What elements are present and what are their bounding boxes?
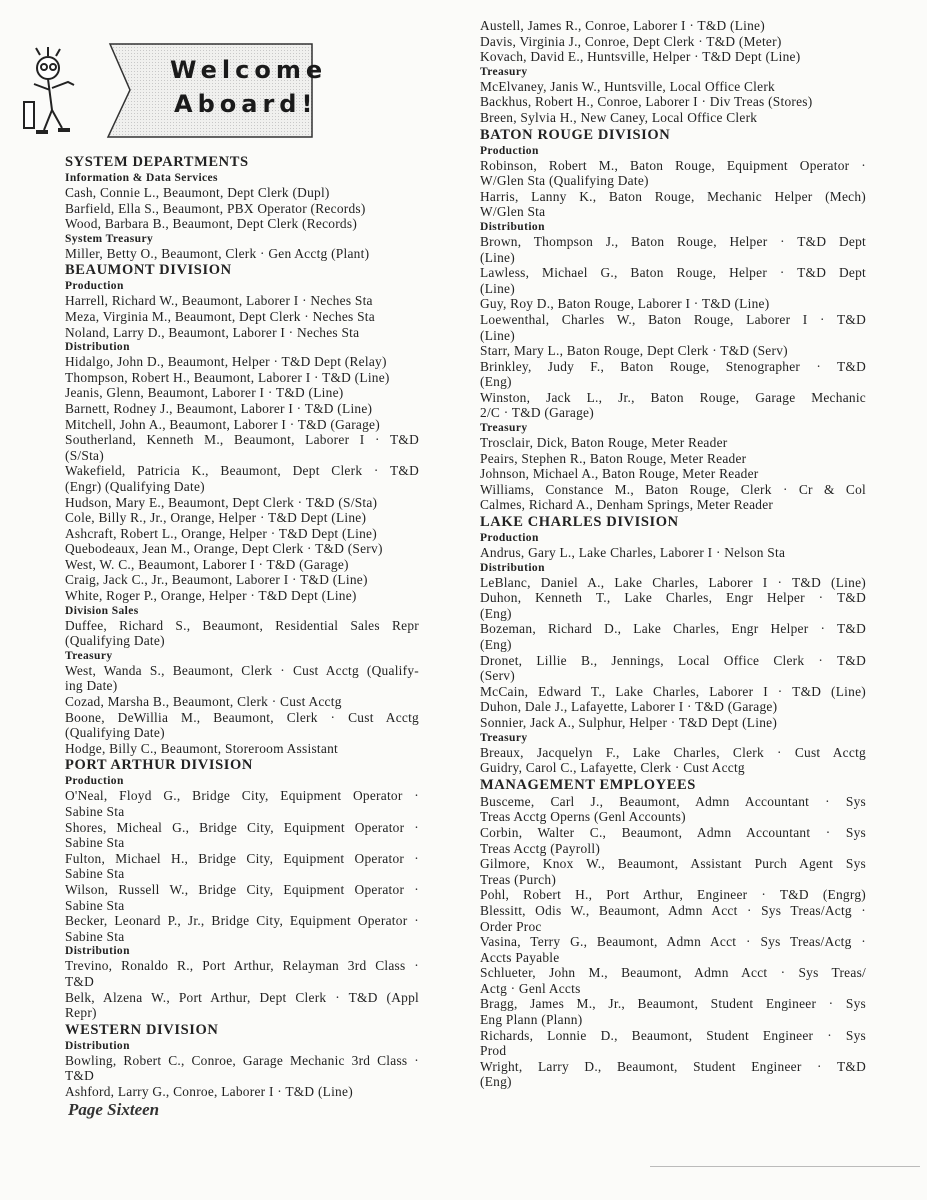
employee-entry-line: Lawless, Michael G., Baton Rouge, Helper · T&D Dept	[480, 265, 866, 281]
employee-entry-line: Noland, Larry D., Beaumont, Laborer I · Neches Sta	[65, 324, 360, 340]
employee-entry-line: T&D	[65, 973, 95, 989]
employee-entry-line: Fulton, Michael H., Bridge City, Equipment Operator ·	[65, 850, 419, 866]
page-number-label: Page Sixteen	[68, 1100, 160, 1119]
department-subheading: Production	[65, 280, 124, 293]
employee-entry-line: 2/C · T&D (Garage)	[480, 405, 594, 421]
employee-entry-line: Craig, Jack C., Jr., Beaumont, Laborer I · T&D (Line)	[65, 572, 368, 588]
employee-entry-line: (Eng)	[480, 637, 512, 652]
employee-entry-line: Guidry, Carol C., Lafayette, Clerk · Cust Acctg	[480, 760, 745, 776]
employee-entry-line: Duhon, Kenneth T., Lake Charles, Engr Helper · T&D	[480, 590, 866, 606]
employee-entry-line: Ashford, Larry G., Conroe, Laborer I · T&D (Line)	[65, 1083, 353, 1099]
employee-entry-line: Breaux, Jacquelyn F., Lake Charles, Clerk · Cust Acctg	[480, 744, 866, 760]
employee-entry-line: (Qualifying Date)	[65, 725, 165, 741]
employee-entry-line: Actg · Genl Accts	[480, 980, 581, 996]
employee-entry-line: Sonnier, Jack A., Sulphur, Helper · T&D Dept (Line)	[480, 714, 778, 730]
employee-entry-line: Backhus, Robert H., Conroe, Laborer I · Div Treas (Stores)	[480, 94, 813, 110]
employee-entry-line: Schlueter, John M., Beaumont, Admn Acct · Sys Treas/	[480, 965, 866, 981]
employee-entry-line: Repr)	[65, 1005, 97, 1021]
employee-entry-line: Trevino, Ronaldo R., Port Arthur, Relayman 3rd Class ·	[65, 958, 419, 974]
department-subheading: Distribution	[65, 945, 130, 958]
employee-entry-line: Sabine Sta	[65, 804, 125, 819]
employee-entry-line: Hodge, Billy C., Beaumont, Storeroom Assistant	[65, 740, 338, 756]
employee-entry-line: Starr, Mary L., Baton Rouge, Dept Clerk · T&D (Serv)	[480, 343, 788, 359]
employee-entry-line: T&D	[65, 1068, 95, 1084]
employee-entry-line: Blessitt, Odis W., Beaumont, Admn Acct · Sys Treas/Actg ·	[480, 902, 866, 918]
employee-entry-line: Ashcraft, Robert L., Orange, Helper · T&D Dept (Line)	[65, 525, 377, 541]
employee-entry-line: Treas Acctg Operns (Genl Accounts)	[480, 809, 686, 825]
division-heading: SYSTEM DEPARTMENTS	[65, 154, 249, 170]
division-heading: BEAUMONT DIVISION	[65, 262, 232, 279]
employee-entry-line: Gilmore, Knox W., Beaumont, Assistant Purch Agent Sys	[480, 856, 866, 872]
employee-entry-line: Richards, Lonnie D., Beaumont, Student Engineer · Sys	[480, 1027, 866, 1043]
welcome-banner	[22, 40, 328, 140]
employee-entry-line: Breen, Sylvia H., New Caney, Local Office Clerk	[480, 109, 758, 125]
employee-entry-line: Robinson, Robert M., Baton Rouge, Equipment Operator ·	[480, 157, 866, 173]
employee-entry-line: LeBlanc, Daniel A., Lake Charles, Laborer I · T&D (Line)	[480, 574, 866, 590]
department-subheading: Treasury	[480, 731, 528, 744]
employee-entry-line: Harris, Lanny K., Baton Rouge, Mechanic Helper (Mech)	[480, 188, 866, 204]
employee-entry-line: Johnson, Michael A., Baton Rouge, Meter Reader	[480, 466, 759, 482]
employee-entry-line: (Engr) (Qualifying Date)	[65, 478, 205, 494]
division-heading: PORT ARTHUR DIVISION	[65, 757, 253, 774]
employee-entry-line: Wakefield, Patricia K., Beaumont, Dept Clerk · T&D	[65, 463, 419, 479]
employee-entry-line: Sabine Sta	[65, 835, 125, 851]
employee-entry-line: Jeanis, Glenn, Beaumont, Laborer I · T&D (Line)	[65, 385, 344, 401]
banner-title-line-1: Welcome	[170, 56, 328, 84]
employee-entry-line: Quebodeaux, Jean M., Orange, Dept Clerk · T&D (Serv)	[65, 541, 383, 557]
employee-entry-line: (Line)	[480, 327, 515, 343]
employee-entry-line: W/Glen Sta (Qualifying Date)	[480, 173, 649, 189]
division-heading: MANAGEMENT EMPLOYEES	[480, 776, 696, 793]
department-subheading: Production	[480, 144, 539, 157]
employee-entry-line: Wood, Barbara B., Beaumont, Dept Clerk (Records)	[65, 216, 358, 232]
employee-entry-line: Miller, Betty O., Beaumont, Clerk · Gen Acctg (Plant)	[65, 245, 370, 261]
employee-entry-line: White, Roger P., Orange, Helper · T&D Dept (Line)	[65, 588, 357, 604]
employee-entry-line: Calmes, Richard A., Denham Springs, Meter Reader	[480, 497, 774, 513]
employee-entry-line: Treas Acctg (Payroll)	[480, 840, 601, 856]
employee-entry-line: Cash, Connie L., Beaumont, Dept Clerk (Dupl)	[65, 185, 330, 200]
employee-entry-line: Hidalgo, John D., Beaumont, Helper · T&D Dept (Relay)	[65, 354, 387, 370]
employee-entry-line: O'Neal, Floyd G., Bridge City, Equipment Operator ·	[65, 788, 419, 804]
employee-entry-line: Southerland, Kenneth M., Beaumont, Laborer I · T&D	[65, 432, 419, 448]
employee-entry-line: Sabine Sta	[65, 897, 125, 913]
employee-entry-line: Sabine Sta	[65, 928, 125, 944]
employee-entry-line: Williams, Constance M., Baton Rouge, Clerk · Cr & Col	[480, 481, 866, 497]
division-heading: WESTERN DIVISION	[65, 1021, 219, 1038]
employee-entry-line: West, Wanda S., Beaumont, Clerk · Cust Acctg (Qualify-	[65, 662, 419, 678]
right-column	[480, 18, 866, 1090]
employee-entry-line: Cozad, Marsha B., Beaumont, Clerk · Cust Acctg	[65, 694, 342, 710]
employee-entry-line: Kovach, David E., Huntsville, Helper · T&D Dept (Line)	[480, 49, 801, 65]
employee-entry-line: Vasina, Terry G., Beaumont, Admn Acct · Sys Treas/Actg ·	[480, 934, 866, 950]
employee-entry-line: W/Glen Sta	[480, 204, 546, 220]
employee-entry-line: Busceme, Carl J., Beaumont, Admn Accountant · Sys	[480, 793, 866, 809]
employee-entry-line: Bowling, Robert C., Conroe, Garage Mechanic 3rd Class ·	[65, 1052, 419, 1068]
employee-entry-line: (Qualifying Date)	[65, 633, 165, 649]
employee-entry-line: Corbin, Walter C., Beaumont, Admn Accountant · Sys	[480, 824, 866, 840]
department-subheading: Distribution	[480, 220, 545, 233]
employee-entry-line: Sabine Sta	[65, 866, 125, 882]
employee-entry-line: Mitchell, John A., Beaumont, Laborer I · T&D (Garage)	[65, 416, 380, 432]
employee-entry-line: Trosclair, Dick, Baton Rouge, Meter Reader	[480, 435, 728, 451]
department-subheading: Information & Data Services	[65, 172, 218, 184]
employee-entry-line: Brown, Thompson J., Baton Rouge, Helper · T&D Dept	[480, 233, 866, 249]
employee-entry-line: Guy, Roy D., Baton Rouge, Laborer I · T&D (Line)	[480, 296, 770, 312]
employee-entry-line: Thompson, Robert H., Beaumont, Laborer I · T&D (Line)	[65, 369, 390, 385]
employee-entry-line: ing Date)	[65, 678, 118, 694]
department-subheading: Distribution	[65, 341, 130, 354]
department-subheading: Production	[65, 775, 124, 788]
left-column	[65, 153, 419, 1100]
employee-entry-line: Wilson, Russell W., Bridge City, Equipment Operator ·	[65, 881, 419, 897]
employee-entry-line: Barnett, Rodney J., Beaumont, Laborer I · T&D (Line)	[65, 400, 373, 416]
employee-entry-line: Brinkley, Judy F., Baton Rouge, Stenographer · T&D	[480, 358, 866, 374]
employee-entry-line: Barfield, Ella S., Beaumont, PBX Operator (Records)	[65, 200, 366, 216]
employee-entry-line: (S/Sta)	[65, 447, 104, 463]
employee-entry-line: (Eng)	[480, 374, 512, 390]
employee-entry-line: Duhon, Dale J., Lafayette, Laborer I · T&D (Garage)	[480, 699, 778, 715]
employee-entry-line: Meza, Virginia M., Beaumont, Dept Clerk · Neches Sta	[65, 308, 375, 324]
department-subheading: System Treasury	[65, 232, 154, 245]
employee-entry-line: Prod	[480, 1043, 507, 1059]
employee-entry-line: (Eng)	[480, 605, 512, 621]
employee-entry-line: Shores, Micheal G., Bridge City, Equipment Operator ·	[65, 819, 419, 835]
employee-entry-line: Boone, DeWillia M., Beaumont, Clerk · Cust Acctg	[65, 709, 419, 725]
employee-entry-line: (Line)	[480, 249, 515, 265]
mascot-icon	[24, 47, 74, 132]
employee-entry-line: Duffee, Richard S., Beaumont, Residential Sales Repr	[65, 617, 419, 633]
employee-entry-line: Davis, Virginia J., Conroe, Dept Clerk · T&D (Meter)	[480, 33, 782, 49]
employee-entry-line: McCain, Edward T., Lake Charles, Laborer I · T&D (Line)	[480, 683, 866, 699]
department-subheading: Division Sales	[65, 604, 139, 617]
employee-entry-line: Austell, James R., Conroe, Laborer I · T&D (Line)	[480, 18, 765, 33]
employee-entry-line: Wright, Larry D., Beaumont, Student Engineer · T&D	[480, 1058, 866, 1074]
employee-entry-line: (Serv)	[480, 668, 515, 684]
divider	[650, 1166, 920, 1167]
division-heading: LAKE CHARLES DIVISION	[480, 514, 679, 531]
employee-entry-line: McElvaney, Janis W., Huntsville, Local Office Clerk	[480, 78, 776, 94]
employee-entry-line: Becker, Leonard P., Jr., Bridge City, Equipment Operator ·	[65, 913, 419, 929]
division-heading: BATON ROUGE DIVISION	[480, 126, 671, 143]
employee-entry-line: Andrus, Gary L., Lake Charles, Laborer I · Nelson Sta	[480, 545, 786, 561]
department-subheading: Production	[480, 532, 539, 545]
employee-entry-line: Winston, Jack L., Jr., Baton Rouge, Garage Mechanic	[480, 389, 866, 405]
employee-entry-line: Bragg, James M., Jr., Beaumont, Student Engineer · Sys	[480, 996, 866, 1012]
employee-entry-line: Bozeman, Richard D., Lake Charles, Engr Helper · T&D	[480, 621, 866, 637]
employee-entry-line: Treas (Purch)	[480, 871, 557, 887]
department-subheading: Treasury	[480, 65, 528, 78]
department-subheading: Treasury	[480, 422, 528, 435]
employee-entry-line: West, W. C., Beaumont, Laborer I · T&D (Garage)	[65, 556, 349, 572]
employee-entry-line: (Eng)	[480, 1074, 512, 1090]
employee-entry-line: Accts Payable	[480, 949, 560, 965]
banner-title-line-2: Aboard!	[174, 90, 318, 118]
employee-entry-line: Order Proc	[480, 918, 542, 934]
employee-entry-line: Loewenthal, Charles W., Baton Rouge, Laborer I · T&D	[480, 311, 866, 327]
employee-entry-line: Dronet, Lillie B., Jennings, Local Office Clerk · T&D	[480, 652, 866, 668]
employee-entry-line: Hudson, Mary E., Beaumont, Dept Clerk · T&D (S/Sta)	[65, 494, 378, 510]
employee-entry-line: Peairs, Stephen R., Baton Rouge, Meter Reader	[480, 450, 747, 466]
employee-entry-line: Eng Plann (Plann)	[480, 1012, 583, 1028]
department-subheading: Distribution	[480, 561, 545, 574]
employee-entry-line: (Line)	[480, 280, 515, 296]
employee-entry-line: Belk, Alzena W., Port Arthur, Dept Clerk · T&D (Appl	[65, 989, 419, 1005]
department-subheading: Treasury	[65, 649, 113, 662]
employee-entry-line: Pohl, Robert H., Port Arthur, Engineer · T&D (Engrg)	[480, 887, 866, 903]
employee-entry-line: Cole, Billy R., Jr., Orange, Helper · T&D Dept (Line)	[65, 510, 367, 526]
department-subheading: Distribution	[65, 1039, 130, 1052]
employee-entry-line: Harrell, Richard W., Beaumont, Laborer I · Neches Sta	[65, 293, 373, 309]
